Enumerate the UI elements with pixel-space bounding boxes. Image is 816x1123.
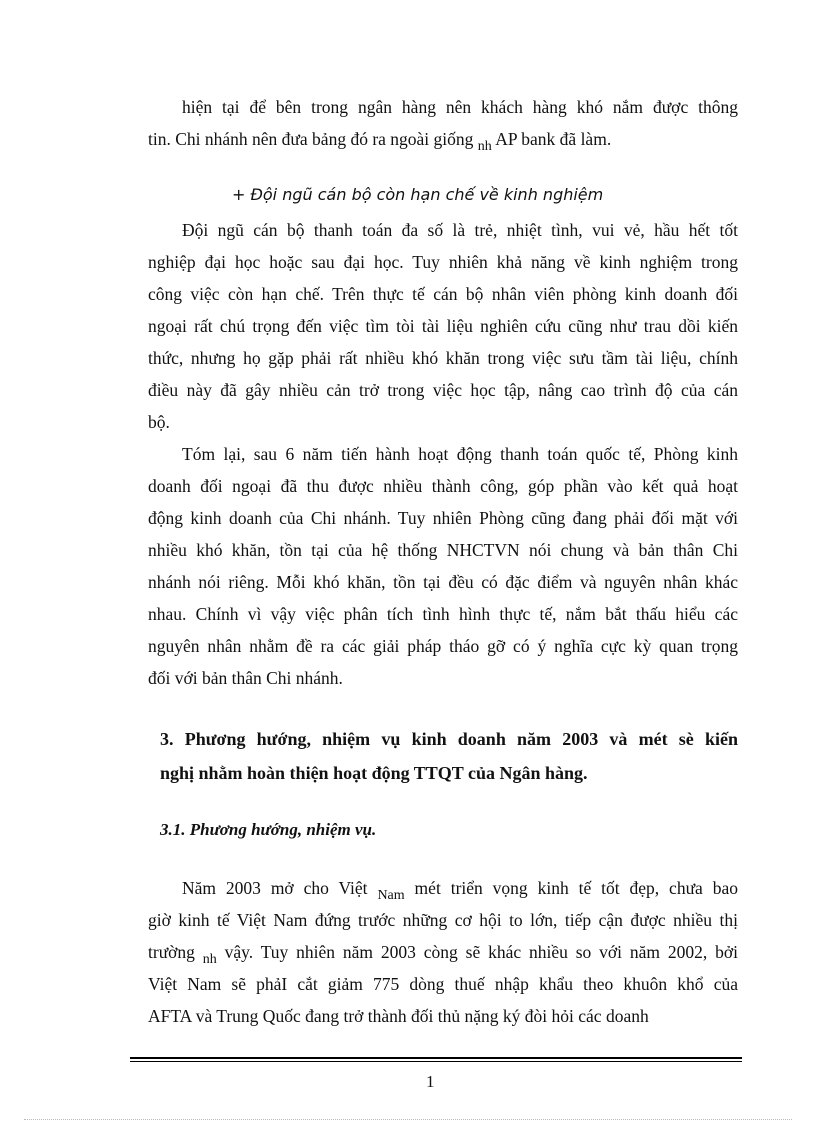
body-line: nhau. Chính vì vậy việc phân tích tình hình thực tế, nắm bắt thấu hiểu các <box>148 604 738 624</box>
body-line: doanh đối ngoại đã thu được nhiều thành công, góp phần vào kết quả hoạt <box>148 476 738 496</box>
body-line: hiện tại để bên trong ngân hàng nên khách hàng khó nắm được thông <box>182 97 738 117</box>
section-heading: 3. Phương hướng, nhiệm vụ kinh doanh năm 2003 và mét sè kiến <box>160 729 738 749</box>
section-heading: nghị nhằm hoàn thiện hoạt động TTQT của Ngân hàng. <box>160 763 588 783</box>
body-line: trường $_{nh}$ vậy. Tuy nhiên năm 2003 còng sẽ khác nhiều so với năm 2002, bởi <box>148 942 738 967</box>
body-line: động kinh doanh của Chi nhánh. Tuy nhiên Phòng cũng đang phải đối mặt với <box>148 508 738 528</box>
body-line: Việt Nam sẽ phảI cắt giảm 775 dòng thuế nhập khẩu theo khuôn khổ của <box>148 974 738 994</box>
page-edge-divider <box>24 1119 792 1120</box>
page-number: 1 <box>426 1072 435 1091</box>
body-line: Tóm lại, sau 6 năm tiến hành hoạt động thanh toán quốc tế, Phòng kinh <box>182 444 738 464</box>
body-line: giờ kinh tế Việt Nam đứng trước những cơ hội to lớn, tiếp cận được nhiều thị <box>148 910 738 930</box>
footer-rule <box>130 1057 742 1059</box>
body-line: nhánh nói riêng. Mỗi khó khăn, tồn tại đều có đặc điểm và nguyên nhân khác <box>148 572 738 592</box>
body-line: AFTA và Trung Quốc đang trở thành đối thủ nặng ký đòi hỏi các doanh <box>148 1006 649 1026</box>
footer-rule <box>130 1061 742 1062</box>
body-line: Đội ngũ cán bộ thanh toán đa số là trẻ, nhiệt tình, vui vẻ, hầu hết tốt <box>182 220 738 240</box>
body-line: tin. Chi nhánh nên đưa bảng đó ra ngoài giống $_{nh}$ AP bank đã làm. <box>148 129 612 154</box>
body-line: nguyên nhân nhằm đề ra các giải pháp tháo gỡ có ý nghĩa cực kỳ quan trọng <box>148 636 738 656</box>
body-line: bộ. <box>148 412 170 432</box>
body-line: công việc còn hạn chế. Trên thực tế cán bộ nhân viên phòng kinh doanh đối <box>148 284 738 304</box>
body-line: thức, nhưng họ gặp phải rất nhiều khó khăn trong việc sưu tầm tài liệu, chính <box>148 348 738 368</box>
italic-subheading: + Đội ngũ cán bộ còn hạn chế về kinh nghiệm <box>232 185 604 204</box>
body-line: nghiệp đại học hoặc sau đại học. Tuy nhiên khả năng về kinh nghiệm trong <box>148 252 738 272</box>
body-line: đối với bản thân Chi nhánh. <box>148 668 343 688</box>
body-line: điều này đã gây nhiều cản trở trong việc học tập, nâng cao trình độ của cán <box>148 380 738 400</box>
subsection-heading: 3.1. Phương hướng, nhiệm vụ. <box>160 820 377 839</box>
body-line: Năm 2003 mở cho Việt $_{Nam}$ mét triển vọng kinh tế tốt đẹp, chưa bao <box>182 878 738 903</box>
body-line: nhiều khó khăn, tồn tại của hệ thống NHCTVN nói chung và bản thân Chi <box>148 540 738 560</box>
body-line: ngoại rất chú trọng đến việc tìm tòi tài liệu nghiên cứu cũng như trau dồi kiến <box>148 316 738 336</box>
